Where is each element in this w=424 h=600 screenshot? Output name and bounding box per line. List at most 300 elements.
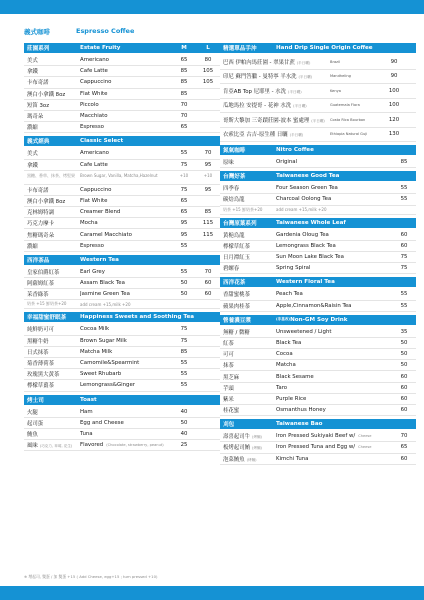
item-name-en-text: Brown Sugar Milk bbox=[80, 337, 127, 344]
item-name-en-text: Iron Pressed Tuna and Egg w/ bbox=[276, 444, 356, 451]
column-header-m: M bbox=[181, 45, 187, 51]
item-name-zh bbox=[220, 130, 330, 138]
item-name-en bbox=[80, 124, 172, 130]
item-name-zh-text: 瓜地馬拉 安提哥 - 花神 水洗 bbox=[223, 103, 292, 110]
item-name-en bbox=[80, 291, 172, 297]
item-name-en bbox=[276, 196, 392, 202]
item-price-m: 90 bbox=[390, 73, 398, 80]
menu-item-row bbox=[24, 267, 220, 278]
flavor-note-zh: 黑糖、香草、抹茶、烤堅果 bbox=[27, 172, 75, 178]
item-name-en bbox=[276, 254, 392, 260]
item-name-zh bbox=[220, 328, 276, 336]
item-name-en-text: Espresso bbox=[80, 242, 104, 249]
item-name-en bbox=[276, 385, 392, 391]
item-name-zh bbox=[220, 184, 276, 192]
item-name-zh bbox=[220, 432, 276, 440]
item-price-m: 60 bbox=[400, 373, 408, 380]
item-name-en bbox=[276, 351, 392, 357]
item-name-zh bbox=[220, 264, 276, 272]
item-name-zh-note: (烤麵) bbox=[251, 446, 262, 451]
item-name-zh bbox=[220, 87, 330, 95]
item-price-m: 70 bbox=[180, 101, 188, 108]
item-price-m: 75 bbox=[400, 265, 408, 272]
menu-item-row bbox=[24, 196, 220, 207]
item-name-en bbox=[80, 326, 172, 332]
menu-item-row bbox=[220, 183, 416, 194]
item-name-zh-text: 肯亞AB Top 尼耶里 - 水洗 bbox=[223, 88, 287, 95]
item-origin: Guatemala Flora bbox=[330, 103, 360, 108]
item-name-en bbox=[80, 269, 172, 275]
section-header bbox=[24, 43, 220, 53]
item-price-m: 55 bbox=[180, 382, 188, 389]
item-name-zh-note: (烤麵) bbox=[246, 457, 257, 462]
section-header bbox=[220, 419, 416, 429]
item-name-zh-text: 菊香薄荷茶 bbox=[27, 361, 54, 368]
item-name-en bbox=[80, 187, 172, 193]
page-header bbox=[24, 22, 220, 40]
section-title-zh: 義式經典 bbox=[27, 139, 50, 146]
item-price-m: 85 bbox=[180, 348, 188, 355]
section-title-zh: 莊園系列 bbox=[27, 46, 50, 52]
item-name-en-text: Caramel Macchiato bbox=[80, 231, 132, 238]
item-name-zh-text: 檸檬草紅茶 bbox=[223, 243, 250, 250]
item-name-en-text: Matcha bbox=[276, 362, 296, 369]
item-name-zh bbox=[220, 58, 330, 66]
item-price-m: 50 bbox=[400, 339, 408, 346]
item-name-en bbox=[80, 420, 172, 426]
item-name-en-text: Piccolo bbox=[80, 101, 99, 108]
section-header bbox=[220, 145, 416, 155]
menu-item-row bbox=[24, 229, 220, 240]
item-name-en-note: Cheese bbox=[358, 434, 372, 439]
menu-item-row bbox=[220, 360, 416, 371]
item-name-zh bbox=[24, 419, 80, 427]
item-name-en-text: Cappuccino bbox=[80, 79, 112, 86]
section-header bbox=[220, 43, 416, 53]
menu-item-row bbox=[24, 100, 220, 111]
item-name-en-text: Apple,Cinnamon&Raisin Tea bbox=[276, 302, 352, 309]
item-price-l: 95 bbox=[204, 161, 212, 168]
item-price-l: 115 bbox=[202, 220, 214, 227]
item-name-en bbox=[80, 162, 172, 168]
item-name-zh-text: 檸檬草薑茶 bbox=[27, 383, 54, 390]
item-name-zh-text: 玫瑰黑大黃茶 bbox=[27, 372, 60, 379]
section-header bbox=[24, 395, 220, 405]
item-name-zh bbox=[220, 339, 276, 347]
item-name-en-text: Mocha bbox=[80, 220, 98, 227]
item-name-zh-text: 日式抹茶 bbox=[27, 349, 49, 356]
item-name-zh bbox=[24, 101, 80, 109]
item-name-en bbox=[80, 360, 172, 366]
item-name-zh-text: 澳白小拿鐵 8oz bbox=[27, 91, 66, 98]
item-name-zh bbox=[220, 350, 276, 358]
item-name-zh-text: 四季春 bbox=[223, 186, 240, 193]
item-origin: Kenya bbox=[330, 88, 341, 93]
section-header bbox=[24, 255, 220, 265]
menu-item-row bbox=[220, 230, 416, 241]
item-name-zh bbox=[220, 302, 276, 310]
item-price-m: 65 bbox=[180, 209, 188, 216]
item-name-en bbox=[276, 265, 392, 271]
item-name-zh-text: 短笛 3oz bbox=[27, 102, 50, 109]
section-header bbox=[220, 277, 416, 287]
section-title-zh: 台灣原葉系列 bbox=[223, 220, 257, 227]
menu-item-row bbox=[24, 122, 220, 133]
addon-note-zh: 奶茶 +15 鮮奶茶+20 bbox=[223, 206, 263, 212]
item-name-zh bbox=[24, 197, 80, 205]
item-name-en-text: Espresso bbox=[80, 124, 104, 131]
section-title-en: Happiness Sweets and Soothing Tea bbox=[80, 314, 195, 321]
menu-item-row bbox=[24, 278, 220, 289]
menu-item-row bbox=[24, 324, 220, 335]
menu-item-row bbox=[220, 84, 416, 99]
menu-item-row bbox=[24, 160, 220, 171]
section-title-en: Classic Select bbox=[80, 138, 124, 145]
item-price-m: 55 bbox=[180, 360, 188, 367]
item-name-zh bbox=[220, 101, 330, 109]
item-name-zh-text: 板烤起司鮪 bbox=[223, 445, 250, 452]
item-price-m: 75 bbox=[180, 161, 188, 168]
item-price-m: 70 bbox=[400, 433, 408, 440]
item-name-zh-text: 焦糖瑪奇朵 bbox=[27, 232, 54, 239]
menu-item-row bbox=[220, 157, 416, 168]
item-name-zh-text: 印尼 蘇門答臘 - 曼特寧 半水洗 bbox=[223, 74, 297, 81]
section-title-en: Nitro Coffee bbox=[276, 147, 314, 153]
item-name-en bbox=[276, 303, 392, 309]
menu-item-row bbox=[24, 440, 220, 451]
item-price-m: 55 bbox=[180, 150, 188, 157]
item-name-en bbox=[80, 243, 172, 249]
item-name-zh bbox=[220, 116, 330, 124]
menu-item-row bbox=[220, 194, 416, 205]
item-name-en bbox=[80, 102, 172, 108]
menu-item-row bbox=[220, 371, 416, 382]
item-name-en bbox=[276, 407, 392, 413]
page-header-en: Espresso Coffee bbox=[76, 27, 135, 35]
item-name-en-text: Earl Grey bbox=[80, 268, 105, 275]
item-name-en-text: Ham bbox=[80, 408, 93, 415]
item-name-en-text: Osmanthus Honey bbox=[276, 407, 326, 414]
item-name-zh-text: 日月潭紅玉 bbox=[223, 255, 250, 262]
item-name-en-text: Flat White bbox=[80, 197, 108, 204]
menu-item-row bbox=[220, 301, 416, 312]
item-name-zh bbox=[24, 441, 80, 449]
menu-item-row bbox=[220, 405, 416, 416]
item-name-en bbox=[276, 456, 392, 462]
menu-item-row bbox=[220, 99, 416, 114]
item-name-zh bbox=[24, 430, 80, 438]
item-price-m: 75 bbox=[180, 186, 188, 193]
section-title-en: Taiwanese Good Tea bbox=[276, 173, 340, 180]
menu-item-row bbox=[24, 347, 220, 358]
item-name-zh bbox=[220, 242, 276, 250]
section-header bbox=[220, 218, 416, 228]
menu-item-row bbox=[220, 383, 416, 394]
footer-note: ※ 增起司, 雙蛋 / 加 雙蛋 +15 ( Add Cheese, egg+15 ; tum pressed +10) bbox=[24, 574, 158, 579]
section-title-note: (非基改) bbox=[276, 317, 291, 322]
item-name-zh bbox=[24, 67, 80, 75]
menu-item-row bbox=[24, 369, 220, 380]
item-name-en bbox=[80, 91, 172, 97]
item-name-zh bbox=[24, 186, 80, 194]
section-title-en: Western Tea bbox=[80, 256, 119, 263]
section-header bbox=[24, 312, 220, 322]
item-name-en-text: Creamer Blend bbox=[80, 209, 121, 216]
item-name-zh bbox=[24, 381, 80, 389]
item-name-zh-text: 卡布奇諾 bbox=[27, 80, 49, 87]
flavor-note-row bbox=[24, 171, 220, 185]
item-name-en-text: Tuna bbox=[80, 430, 93, 437]
item-name-zh-note: (半日曬) bbox=[311, 118, 325, 123]
menu-item-row bbox=[24, 407, 220, 418]
item-name-zh-text: 皇家伯爵紅茶 bbox=[27, 269, 60, 276]
item-name-en-text: Flavored bbox=[80, 442, 104, 449]
item-name-en-text: Macchiato bbox=[80, 113, 108, 120]
top-accent-bar bbox=[0, 0, 424, 14]
item-price-m: 50 bbox=[180, 419, 188, 426]
item-name-zh-text: 哥斯大黎加 三奇蹟莊園-波本 蜜處理 bbox=[223, 117, 310, 124]
menu-item-row bbox=[220, 263, 416, 274]
item-name-zh-text: 抹茶 bbox=[223, 363, 234, 370]
item-price-m: 65 bbox=[180, 124, 188, 131]
item-origin: Brazil bbox=[330, 59, 341, 64]
item-name-en-text: Cocoa Milk bbox=[80, 326, 110, 333]
menu-item-row bbox=[220, 327, 416, 338]
menu-item-row bbox=[24, 358, 220, 369]
item-name-zh-text: 鮪魚 bbox=[27, 431, 38, 438]
menu-item-row bbox=[220, 338, 416, 349]
item-price-l: 115 bbox=[202, 231, 214, 238]
menu-item-row bbox=[24, 89, 220, 100]
item-name-en bbox=[80, 57, 172, 63]
item-name-zh bbox=[24, 161, 80, 169]
item-origin: Ethiopia Natural Guji bbox=[330, 132, 368, 137]
item-name-en bbox=[80, 409, 172, 415]
menu-item-row bbox=[220, 55, 416, 70]
item-name-en bbox=[80, 349, 172, 355]
item-name-zh bbox=[220, 373, 276, 381]
item-name-zh bbox=[220, 384, 276, 392]
addon-note-row bbox=[220, 206, 416, 215]
item-name-en bbox=[80, 442, 172, 448]
item-name-en bbox=[80, 338, 172, 344]
item-name-zh-text: 黃梔烏龍 bbox=[223, 232, 245, 239]
section-title-zh: 台灣好茶 bbox=[223, 174, 246, 181]
item-price-l: 105 bbox=[202, 79, 214, 86]
menu-item-row bbox=[24, 185, 220, 196]
item-name-zh-note: (半日曬) bbox=[296, 60, 311, 65]
menu-item-row bbox=[220, 128, 416, 143]
bottom-accent-bar bbox=[0, 586, 424, 600]
item-name-zh-text: 壽喜起司牛 bbox=[223, 434, 250, 441]
item-name-en-text: Gardenia Oloug Tea bbox=[276, 231, 329, 238]
section-title-en: Taiwanese Whole Leaf bbox=[276, 219, 346, 226]
item-name-en-text: Purple Rice bbox=[276, 395, 307, 402]
menu-item-row bbox=[220, 252, 416, 263]
menu-item-row bbox=[24, 66, 220, 77]
item-price-l: 95 bbox=[204, 186, 212, 193]
item-name-en bbox=[276, 329, 392, 335]
item-name-zh-text: 拿鐵 bbox=[27, 69, 38, 76]
item-name-zh bbox=[24, 208, 80, 216]
item-name-en-text: Cafe Latte bbox=[80, 68, 108, 75]
item-name-en-text: Americano bbox=[80, 150, 109, 157]
item-name-zh-text: 濃縮 bbox=[27, 125, 38, 132]
item-name-zh-text: 芋頭 bbox=[223, 385, 234, 392]
item-price-m: 55 bbox=[400, 302, 408, 309]
item-price-l: 70 bbox=[204, 268, 212, 275]
item-name-zh bbox=[220, 231, 276, 239]
item-name-en-text: Charcoal Oolong Tea bbox=[276, 196, 332, 203]
item-name-en-text: Taro bbox=[276, 384, 288, 391]
item-name-zh-text: 桂花蜜 bbox=[223, 408, 240, 415]
item-name-zh-text: 澳白小拿鐵 8oz bbox=[27, 198, 66, 205]
section-header bbox=[220, 315, 416, 325]
item-price-m: 75 bbox=[180, 337, 188, 344]
item-price-m: 95 bbox=[180, 220, 188, 227]
menu-item-row bbox=[24, 148, 220, 159]
item-name-en-text: Cafe Latte bbox=[80, 161, 108, 168]
item-name-zh bbox=[24, 290, 80, 298]
item-price-m: 55 bbox=[180, 242, 188, 249]
item-price-m: 50 bbox=[180, 291, 188, 298]
addon-note-en: add cream +15,milk +20 bbox=[276, 207, 327, 213]
flavor-price-m: +10 bbox=[179, 172, 189, 178]
addon-note-en: add cream +15,milk +20 bbox=[80, 301, 131, 307]
item-name-zh-text: 原味 bbox=[223, 160, 234, 167]
item-name-zh-text: 碧螺春 bbox=[223, 266, 240, 273]
item-price-m: 85 bbox=[180, 90, 188, 97]
item-name-en-text: Peach Tea bbox=[276, 291, 303, 298]
column-header-l: L bbox=[206, 45, 210, 51]
item-name-en bbox=[276, 185, 392, 191]
item-price-m: 60 bbox=[400, 407, 408, 414]
item-name-en-text: Flat White bbox=[80, 90, 108, 97]
item-price-m: 100 bbox=[388, 87, 400, 94]
flavor-note-en: Brown Sugar, Vanilla, Matcha,Hazelnut bbox=[80, 172, 158, 178]
item-name-zh bbox=[220, 72, 330, 80]
item-price-m: 55 bbox=[180, 371, 188, 378]
item-name-en-text: Black Tea bbox=[276, 339, 302, 346]
item-name-zh bbox=[24, 78, 80, 86]
item-name-en bbox=[276, 362, 392, 368]
item-name-en-note: Cheese bbox=[358, 445, 372, 450]
menu-item-row bbox=[24, 55, 220, 66]
item-price-m: 95 bbox=[180, 231, 188, 238]
item-name-en bbox=[80, 382, 172, 388]
section-title-zh: 刈包 bbox=[223, 422, 235, 429]
item-name-en bbox=[80, 150, 172, 156]
item-name-en-text: Spring Spiral bbox=[276, 265, 311, 272]
item-name-en bbox=[276, 396, 392, 402]
item-price-m: 75 bbox=[400, 254, 408, 261]
item-name-zh bbox=[24, 337, 80, 345]
menu-item-row bbox=[24, 207, 220, 218]
item-name-en-text: Unsweetened / Light bbox=[276, 328, 332, 335]
item-price-m: 60 bbox=[400, 231, 408, 238]
item-name-zh-text: 衣索比亞 古吉-原生種 日曬 bbox=[223, 132, 288, 139]
menu-item-row bbox=[24, 241, 220, 252]
item-price-m: 90 bbox=[390, 58, 398, 65]
section-header bbox=[220, 171, 416, 181]
menu-item-row bbox=[24, 77, 220, 88]
item-name-zh bbox=[24, 359, 80, 367]
item-name-zh-text: 阿薩姆紅茶 bbox=[27, 281, 54, 288]
item-name-zh bbox=[220, 455, 276, 463]
page-header-zh: 義式咖啡 bbox=[24, 27, 50, 36]
item-name-zh-text: 拿鐵 bbox=[27, 162, 38, 169]
section-title-en: Hand Drip Single Origin Coffee bbox=[276, 45, 373, 51]
item-price-m: 50 bbox=[400, 362, 408, 369]
item-name-zh-text: 香甜蜜桃茶 bbox=[223, 292, 250, 299]
item-name-en bbox=[80, 198, 172, 204]
item-price-m: 130 bbox=[388, 131, 400, 138]
item-name-zh-text: 泡菜鮪魚 bbox=[223, 456, 245, 463]
item-price-m: 100 bbox=[388, 102, 400, 109]
section-title-en: Western Floral Tea bbox=[276, 279, 335, 286]
item-price-m: 85 bbox=[400, 159, 408, 166]
item-name-en-text: Four Season Green Tea bbox=[276, 185, 338, 192]
section-title-zh: 烤土司 bbox=[27, 397, 44, 404]
item-name-en bbox=[276, 433, 392, 439]
item-name-zh-note: (半日曬) bbox=[293, 104, 307, 109]
menu-item-row bbox=[24, 218, 220, 229]
item-name-en-text: Kimchi Tuna bbox=[276, 455, 309, 462]
menu-item-row bbox=[220, 289, 416, 300]
item-name-zh-note: (巧克力, 草莓, 花生) bbox=[39, 444, 73, 449]
item-name-en-text: Lemongrass&Ginger bbox=[80, 382, 135, 389]
item-name-en-text: Sweet Rhubarb bbox=[80, 371, 122, 378]
item-name-en bbox=[276, 444, 392, 450]
item-name-zh bbox=[24, 123, 80, 131]
right-sections bbox=[220, 43, 416, 465]
item-price-m: 75 bbox=[180, 326, 188, 333]
item-name-zh-text: 紅茶 bbox=[223, 340, 234, 347]
item-origin: Costa Rica Bourbon bbox=[330, 117, 366, 122]
item-name-en bbox=[80, 431, 172, 437]
item-price-m: 25 bbox=[180, 442, 188, 449]
item-name-zh-note: (半日曬) bbox=[289, 133, 304, 138]
item-price-m: 70 bbox=[180, 113, 188, 120]
item-name-zh bbox=[24, 279, 80, 287]
item-name-en bbox=[276, 340, 392, 346]
menu-item-row bbox=[24, 336, 220, 347]
item-name-zh bbox=[24, 112, 80, 120]
item-name-zh-text: 起司蛋 bbox=[27, 420, 44, 427]
item-name-zh-text: 火腿 bbox=[27, 409, 38, 416]
item-price-m: 50 bbox=[180, 280, 188, 287]
item-price-m: 35 bbox=[400, 328, 408, 335]
item-price-m: 60 bbox=[400, 455, 408, 462]
left-column bbox=[24, 22, 220, 451]
item-price-l: 105 bbox=[202, 68, 214, 75]
menu-item-row bbox=[220, 442, 416, 453]
item-name-zh-text: 黑糖牛奶 bbox=[27, 338, 49, 345]
item-name-en-text: Jasmine Green Tea bbox=[80, 291, 130, 298]
menu-item-row bbox=[220, 394, 416, 405]
item-name-en-text: Matcha Milk bbox=[80, 348, 113, 355]
item-name-en-text: Lemongrass Black Tea bbox=[276, 242, 336, 249]
item-name-zh-note: (半日曬) bbox=[288, 89, 302, 94]
item-name-zh-text: 美式 bbox=[27, 151, 38, 158]
item-name-zh bbox=[24, 408, 80, 416]
item-name-en-text: Black Sesame bbox=[276, 373, 314, 380]
right-column bbox=[220, 22, 416, 465]
item-price-m: 55 bbox=[400, 196, 408, 203]
item-name-zh bbox=[24, 325, 80, 333]
item-name-en bbox=[80, 371, 172, 377]
item-name-zh bbox=[220, 290, 276, 298]
